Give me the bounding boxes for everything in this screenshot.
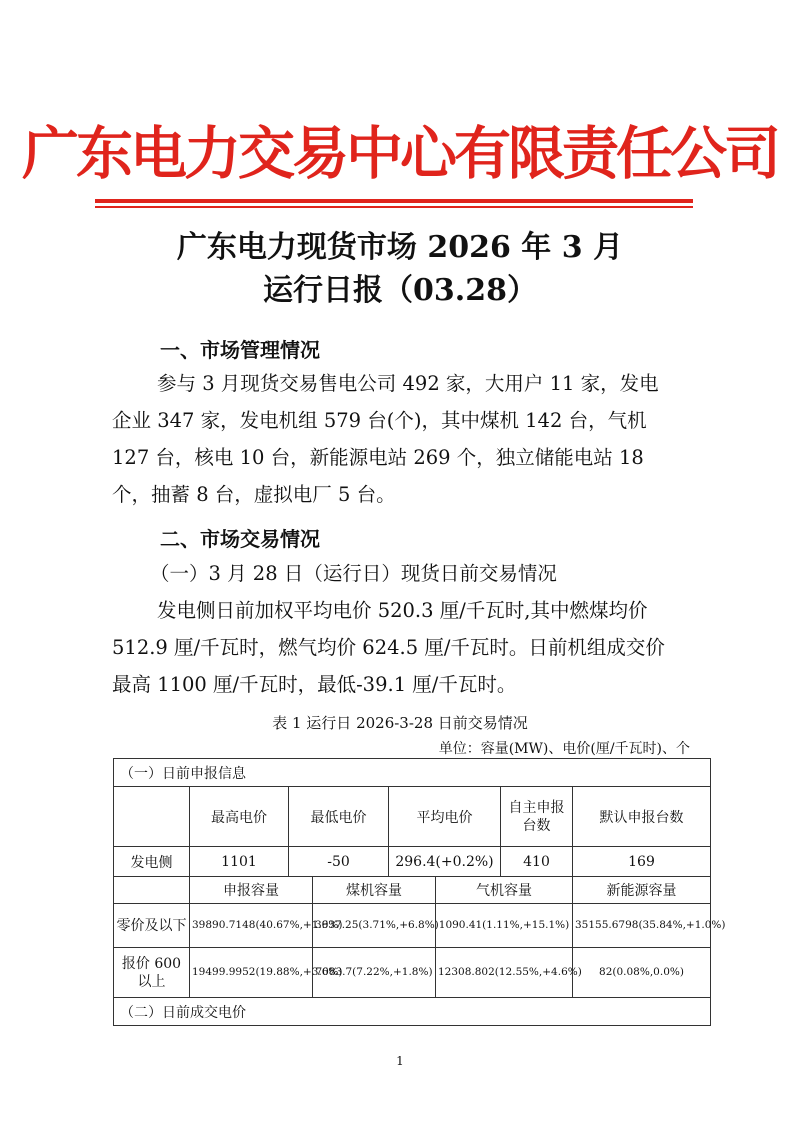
trading-table <box>113 758 726 1026</box>
table-cell: 169 <box>573 847 711 877</box>
header-cell: 自主申报台数 <box>501 787 573 847</box>
section1-line: 个，抽蓄 8 台，虚拟电厂 5 台。 <box>112 483 396 506</box>
table-cell: 7083.7(7.22%,+1.8%) <box>313 948 436 998</box>
row-label: 发电侧 <box>114 847 190 877</box>
table-section2-label: （二）日前成交电价 <box>114 998 711 1026</box>
price-line: 512.9 厘/千瓦时，燃气均价 624.5 厘/千瓦时。日前机组成交价 <box>112 636 665 659</box>
table-cell: 1090.41(1.11%,+15.1%) <box>436 904 573 948</box>
letterhead-rule-thin <box>95 206 693 208</box>
doc-title-line2: 运行日报（03.28） <box>263 273 537 308</box>
table-unit: 单位：容量(MW)、电价(厘/千瓦时)、个 <box>438 741 690 757</box>
table-cell: 82(0.08%,0.0%) <box>573 948 711 998</box>
section2-heading: 二、市场交易情况 <box>160 527 320 551</box>
header-cell: 新能源容量 <box>573 877 711 904</box>
letterhead: 广东电力交易中心有限责任公司 <box>22 120 778 187</box>
header-cell: 申报容量 <box>190 877 313 904</box>
table-cell: 35155.6798(35.84%,+1.0%) <box>573 904 711 948</box>
letterhead-rule-thick <box>95 199 693 203</box>
table-cell: 3637.25(3.71%,+6.8%) <box>313 904 436 948</box>
section1-paragraph <box>112 365 692 513</box>
table-cell: 296.4(+0.2%) <box>389 847 501 877</box>
section1-line: 企业 347 家，发电机组 579 台(个)，其中煤机 142 台，气机 <box>112 409 647 432</box>
row-label: 零价及以下 <box>114 904 190 948</box>
doc-title-line1: 广东电力现货市场 2026 年 3 月 <box>176 230 624 265</box>
table-cell: 39890.7148(40.67%,+1.9%) <box>190 904 313 948</box>
section1-heading: 一、市场管理情况 <box>160 338 320 362</box>
price-line: 发电侧日前加权平均电价 520.3 厘/千瓦时,其中燃煤均价 <box>157 599 648 622</box>
table-corner-cell <box>114 787 190 847</box>
price-paragraph <box>112 592 692 703</box>
header-cell: 煤机容量 <box>313 877 436 904</box>
table-corner-cell <box>114 877 190 904</box>
header-cell: 最低电价 <box>289 787 389 847</box>
table-cell: 19499.9952(19.88%,+3.6%) <box>190 948 313 998</box>
header-cell: 气机容量 <box>436 877 573 904</box>
table-cell: 410 <box>501 847 573 877</box>
subsection-heading: （一）3 月 28 日（运行日）现货日前交易情况 <box>150 562 557 585</box>
section1-line: 参与 3 月现货交易售电公司 492 家，大用户 11 家，发电 <box>157 372 659 395</box>
table-cell: -50 <box>289 847 389 877</box>
table-cell: 12308.802(12.55%,+4.6%) <box>436 948 573 998</box>
header-cell: 最高电价 <box>190 787 289 847</box>
table-cell: 1101 <box>190 847 289 877</box>
row-label: 报价 600 以上 <box>114 948 190 998</box>
price-line: 最高 1100 厘/千瓦时，最低-39.1 厘/千瓦时。 <box>112 673 517 696</box>
header-cell: 平均电价 <box>389 787 501 847</box>
page-number: 1 <box>396 1054 404 1068</box>
table-section1-label: （一）日前申报信息 <box>114 759 711 787</box>
table-caption: 表 1 运行日 2026-3-28 日前交易情况 <box>272 714 528 732</box>
header-cell: 默认申报台数 <box>573 787 711 847</box>
section1-line: 127 台，核电 10 台，新能源电站 269 个，独立储能电站 18 <box>112 446 644 469</box>
